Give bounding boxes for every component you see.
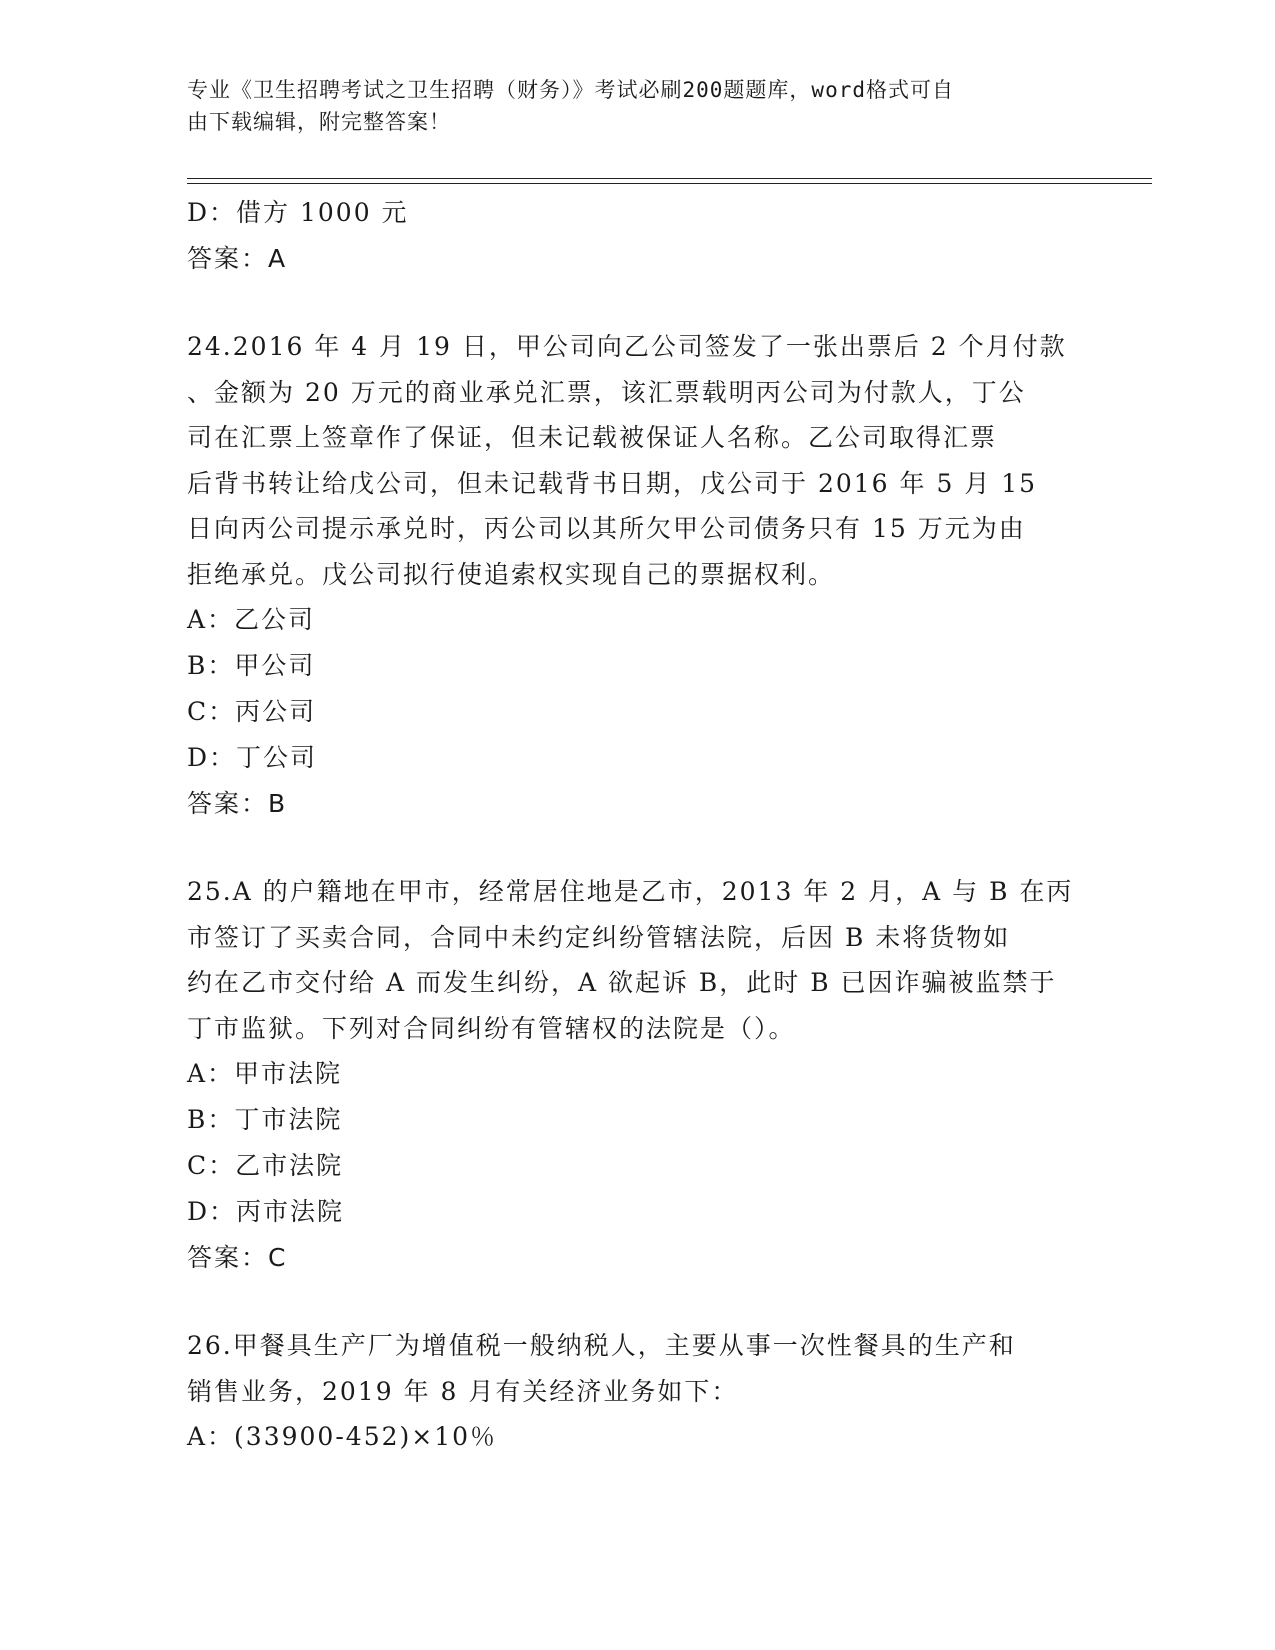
question-24	[187, 324, 1087, 597]
question-24-option-d: D：丁公司	[187, 743, 318, 772]
question-24-line: 、金额为 20 万元的商业承兑汇票，该汇票载明丙公司为付款人，丁公	[187, 377, 1026, 407]
question-26-line: 销售业务，2019 年 8 月有关经济业务如下：	[187, 1376, 739, 1406]
question-26-option-a: A：(33900-452)×10％	[187, 1422, 498, 1451]
question-25-line: 约在乙市交付给 A 而发生纠纷，A 欲起诉 B，此时 B 已因诈骗被监禁于	[187, 968, 1057, 997]
question-25-option-c: C：乙市法院	[187, 1151, 344, 1180]
prev-option-d: D：借方 1000 元	[187, 198, 409, 227]
question-24-line: 后背书转让给戊公司，但未记载背书日期，戊公司于 2016 年 5 月 15	[187, 468, 1038, 498]
question-25	[187, 869, 1087, 1051]
question-24-option-a: A：乙公司	[187, 605, 316, 634]
header-divider-bottom	[187, 183, 1152, 184]
prev-answer: 答案：A	[187, 244, 288, 273]
question-25-line: 丁市监狱。下列对合同纠纷有管辖权的法院是（）。	[187, 1013, 796, 1043]
question-25-option-b: B：丁市法院	[187, 1105, 343, 1134]
question-24-line: 24.2016 年 4 月 19 日，甲公司向乙公司签发了一张出票后 2 个月付款	[187, 332, 1067, 361]
document-body	[187, 190, 1087, 1460]
question-26	[187, 1323, 1087, 1414]
header-line-2: 由下载编辑，附完整答案！	[187, 110, 451, 134]
question-24-answer: 答案：B	[187, 789, 288, 818]
question-25-line: 25.A 的户籍地在甲市，经常居住地是乙市，2013 年 2 月，A 与 B 在丙	[187, 877, 1074, 906]
question-24-option-c: C：丙公司	[187, 697, 317, 726]
question-24-option-b: B：甲公司	[187, 651, 316, 680]
question-25-answer: 答案：C	[187, 1243, 288, 1272]
question-26-line: 26.甲餐具生产厂为增值税一般纳税人，主要从事一次性餐具的生产和	[187, 1331, 1016, 1360]
question-25-line: 市签订了买卖合同，合同中未约定纠纷管辖法院，后因 B 未将货物如	[187, 922, 1011, 952]
question-24-line: 拒绝承兑。戊公司拟行使追索权实现自己的票据权利。	[187, 559, 836, 589]
question-25-option-d: D：丙市法院	[187, 1197, 345, 1226]
header-line-1: 专业《卫生招聘考试之卫生招聘（财务）》考试必刷200题题库，word格式可自	[187, 78, 954, 102]
header-divider-top	[187, 178, 1152, 179]
question-24-line: 司在汇票上签章作了保证，但未记载被保证人名称。乙公司取得汇票	[187, 423, 998, 452]
question-24-line: 日向丙公司提示承兑时，丙公司以其所欠甲公司债务只有 15 万元为由	[187, 514, 1026, 543]
document-header	[187, 74, 1067, 138]
question-25-option-a: A：甲市法院	[187, 1059, 343, 1088]
